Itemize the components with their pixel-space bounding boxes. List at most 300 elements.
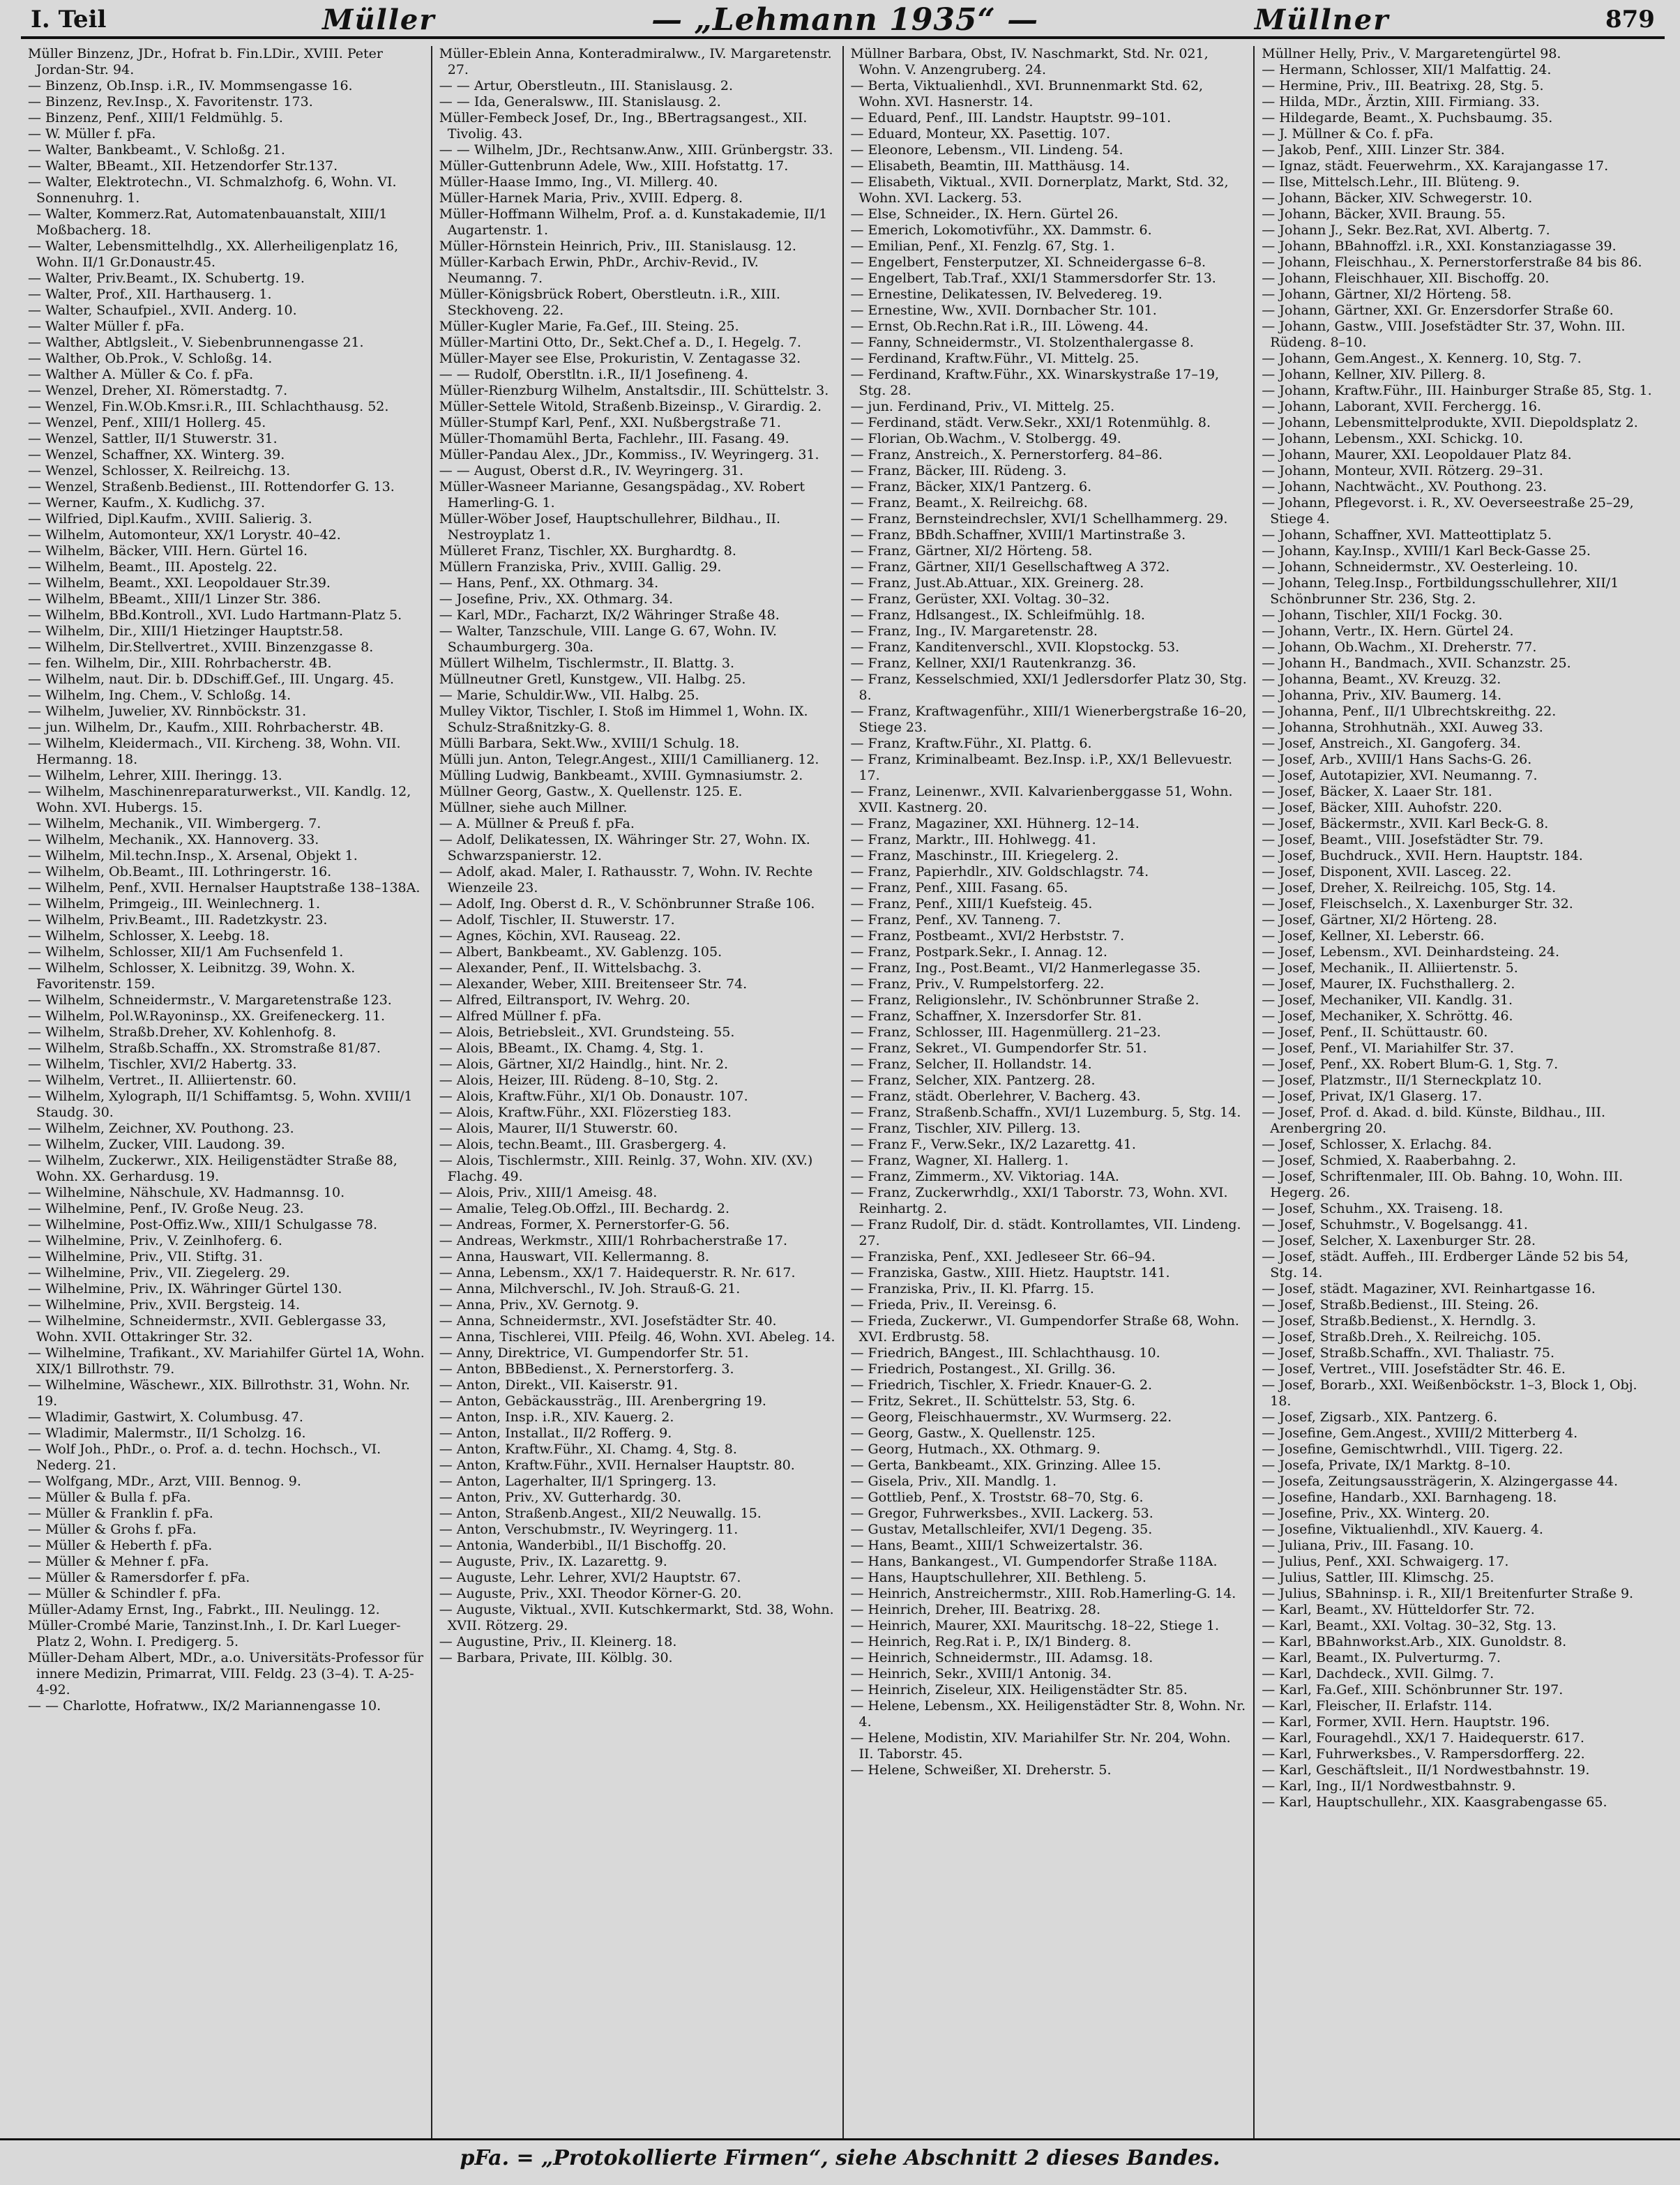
- directory-entry: — Walther, Abtlgsleit., V. Siebenbrunnengasse 21.: [28, 335, 364, 350]
- directory-entry: — Wilhelm, Zucker, VIII. Laudong. 39.: [28, 1137, 285, 1152]
- directory-entry: — Alois, Heizer, III. Rüdeng. 8–10, Stg. 2.: [439, 1073, 719, 1088]
- directory-entry: — Josefine, Priv., XX. Othmarg. 34.: [439, 591, 674, 607]
- directory-entry: — Wilhelm, Schlosser, X. Leibnitzg. 39, Wohn. X. Favoritenstr. 159.: [28, 960, 356, 992]
- directory-entry: — Franz, Kriminalbeamt. Bez.Insp. i.P., XX/1 Bellevuestr. 17.: [850, 752, 1232, 783]
- directory-entry: — Marie, Schuldir.Ww., VII. Halbg. 25.: [439, 688, 699, 703]
- directory-entry: — Heinrich, Anstreichermstr., XIII. Rob.Hamerling-G. 14.: [850, 1586, 1236, 1601]
- directory-entry: — Andreas, Former, X. Pernerstorfer-G. 56.: [439, 1217, 730, 1232]
- column-3: [844, 46, 1255, 2138]
- directory-entry: — Werner, Kaufm., X. Kudlichg. 37.: [28, 495, 266, 511]
- directory-entry: — Franz, Zuckerwrhdlg., XXI/1 Taborstr. 73, Wohn. XVI. Reinhartg. 2.: [850, 1185, 1228, 1216]
- directory-entry: — Franziska, Gastw., XIII. Hietz. Hauptstr. 141.: [850, 1265, 1170, 1280]
- directory-entry: — Anton, Insp. i.R., XIV. Kauerg. 2.: [439, 1409, 674, 1425]
- directory-entry: Müller-Adamy Ernst, Ing., Fabrkt., III. Neulingg. 12.: [28, 1602, 380, 1617]
- directory-entry: — Alfred, Eiltransport, IV. Wehrg. 20.: [439, 992, 690, 1008]
- directory-entry: — Gregor, Fuhrwerksbes., XVII. Lackerg. 53.: [850, 1506, 1153, 1521]
- directory-entry: — Franz, Ing., Post.Beamt., VI/2 Hanmerlegasse 35.: [850, 960, 1201, 976]
- directory-entry: — Wilhelm, Dir., XIII/1 Hietzinger Hauptstr.58.: [28, 623, 343, 639]
- directory-entry: — Josef, Selcher, X. Laxenburger Str. 28.: [1262, 1233, 1536, 1248]
- directory-entry: — Heinrich, Sekr., XVIII/1 Antonig. 34.: [850, 1666, 1112, 1681]
- directory-entry: — Josef, Gärtner, XI/2 Hörteng. 28.: [1262, 912, 1497, 928]
- directory-entry: — Franz, Maschinstr., III. Kriegelerg. 2.: [850, 848, 1119, 863]
- directory-entry: — Johanna, Priv., XIV. Baumerg. 14.: [1262, 688, 1502, 703]
- directory-entry: — Ernestine, Ww., XVII. Dornbacher Str. 101.: [850, 303, 1157, 318]
- directory-entry: — Gottlieb, Penf., X. Troststr. 68–70, Stg. 6.: [850, 1490, 1144, 1505]
- directory-entry: — Karl, Beamt., IX. Pulverturmg. 7.: [1262, 1650, 1501, 1665]
- directory-entry: — Frieda, Zuckerwr., VI. Gumpendorfer Straße 68, Wohn. XVI. Erdbrustg. 58.: [850, 1313, 1239, 1345]
- right-running-head: Müllner: [1254, 3, 1390, 36]
- directory-entry: — Josefine, Handarb., XXI. Barnhageng. 18.: [1262, 1490, 1557, 1505]
- directory-entry: — Franz, Postbeamt., XVI/2 Herbststr. 7.: [850, 928, 1125, 944]
- directory-entry: — Anton, Kraftw.Führ., XVII. Hernalser Hauptstr. 80.: [439, 1458, 795, 1473]
- directory-entry: — — Wilhelm, JDr., Rechtsanw.Anw., XIII. Grünbergstr. 33.: [439, 142, 833, 158]
- directory-entry: — Johann, Vertr., IX. Hern. Gürtel 24.: [1262, 623, 1514, 639]
- directory-entry: — Josef, Borarb., XXI. Weißenböckstr. 1–3, Block 1, Obj. 18.: [1262, 1377, 1637, 1409]
- directory-entry: — Ignaz, städt. Feuerwehrm., XX. Karajangasse 17.: [1262, 158, 1609, 174]
- directory-entry: — Johann, Nachtwächt., XV. Pouthong. 23.: [1262, 479, 1547, 494]
- directory-entry: — Alfred Müllner f. pFa.: [439, 1008, 602, 1024]
- directory-entry: — Wilhelmine, Priv., VII. Ziegelerg. 29.: [28, 1265, 290, 1280]
- directory-entry: — Johann, Gärtner, XXI. Gr. Enzersdorfer Straße 60.: [1262, 303, 1614, 318]
- directory-entry: — Wilhelm, BBd.Kontroll., XVI. Ludo Hartmann-Platz 5.: [28, 607, 402, 623]
- directory-entry: — Josef, Bäckermstr., XVII. Karl Beck-G. 8.: [1262, 816, 1549, 831]
- directory-entry: Müller-Fembeck Josef, Dr., Ing., BBertragsangest., XII. Tivolig. 43.: [439, 110, 808, 142]
- directory-entry: — Anny, Direktrice, VI. Gumpendorfer Str. 51.: [439, 1345, 749, 1361]
- directory-entry: — Wilhelm, Mechanik., VII. Wimbergerg. 7.: [28, 816, 321, 831]
- directory-entry: — Gisela, Priv., XII. Mandlg. 1.: [850, 1474, 1057, 1489]
- directory-entry: — Johann, Kraftw.Führ., III. Hainburger Straße 85, Stg. 1.: [1262, 383, 1652, 398]
- directory-columns: [21, 46, 1665, 2138]
- directory-entry: — Helene, Schweißer, XI. Dreherstr. 5.: [850, 1762, 1112, 1778]
- directory-entry: — Wilhelm, Xylograph, II/1 Schiffamtsg. 5, Wohn. XVIII/1 Staudg. 30.: [28, 1089, 413, 1120]
- directory-entry: — Josef, Schmied, X. Raaberbahng. 2.: [1262, 1153, 1517, 1168]
- directory-entry: — Anna, Lebensm., XX/1 7. Haidequerstr. R. Nr. 617.: [439, 1265, 796, 1280]
- directory-entry: — Georg, Hutmach., XX. Othmarg. 9.: [850, 1442, 1100, 1457]
- directory-entry: — Josef, Mechaniker, VII. Kandlg. 31.: [1262, 992, 1513, 1008]
- directory-entry: — Josefine, Priv., XX. Winterg. 20.: [1262, 1506, 1490, 1521]
- directory-entry: — Jakob, Penf., XIII. Linzer Str. 384.: [1262, 142, 1505, 158]
- directory-entry: — Wilhelmine, Priv., V. Zeinlhoferg. 6.: [28, 1233, 282, 1248]
- directory-entry: — Anna, Milchverschl., IV. Joh. Strauß-G. 21.: [439, 1281, 741, 1296]
- directory-entry: Müller-Rienzburg Wilhelm, Anstaltsdir., III. Schüttelstr. 3.: [439, 383, 829, 398]
- directory-entry: Müllert Wilhelm, Tischlermstr., II. Blattg. 3.: [439, 656, 734, 671]
- directory-entry: — Gerta, Bankbeamt., XIX. Grinzing. Allee 15.: [850, 1458, 1162, 1473]
- directory-entry: — Auguste, Viktual., XVII. Kutschkermarkt, Std. 38, Wohn. XVII. Rötzerg. 29.: [439, 1602, 834, 1633]
- directory-entry: — Anton, Verschubmstr., IV. Weyringerg. 11.: [439, 1522, 739, 1537]
- directory-entry: — Wilhelm, Mechanik., XX. Hannoverg. 33.: [28, 832, 319, 847]
- directory-entry: — Franz, Tischler, XIV. Pillerg. 13.: [850, 1121, 1081, 1136]
- directory-entry: — Florian, Ob.Wachm., V. Stolbergg. 49.: [850, 431, 1121, 446]
- directory-entry: — — Charlotte, Hofratww., IX/2 Mariannengasse 10.: [28, 1698, 381, 1714]
- directory-entry: — Johann, Kellner, XIV. Pillerg. 8.: [1262, 367, 1486, 382]
- directory-entry: Müller-Eblein Anna, Konteradmiralww., IV. Margaretenstr. 27.: [439, 46, 832, 77]
- directory-entry: Müllner Georg, Gastw., X. Quellenstr. 125. E.: [439, 784, 743, 799]
- directory-entry: — Hans, Beamt., XIII/1 Schweizertalstr. 36.: [850, 1538, 1143, 1553]
- directory-entry: — Franz, Kesselschmied, XXI/1 Jedlersdorfer Platz 30, Stg. 8.: [850, 672, 1247, 703]
- directory-entry: Müller-Guttenbrunn Adele, Ww., XIII. Hofstattg. 17.: [439, 158, 789, 174]
- directory-entry: — Alois, Maurer, II/1 Stuwerstr. 60.: [439, 1121, 679, 1136]
- column-2: [432, 46, 844, 2138]
- directory-entry: — Müller & Schindler f. pFa.: [28, 1586, 221, 1601]
- directory-entry: — Heinrich, Maurer, XXI. Mauritschg. 18–22, Stiege 1.: [850, 1618, 1220, 1633]
- directory-entry: — Josef, Schriftenmaler, III. Ob. Bahng. 10, Wohn. III. Hegerg. 26.: [1262, 1169, 1624, 1200]
- directory-entry: Müller-Wöber Josef, Hauptschullehrer, Bildhau., II. Nestroyplatz 1.: [439, 511, 781, 543]
- directory-entry: — Müller & Mehner f. pFa.: [28, 1554, 209, 1569]
- directory-entry: — Josefine, Gemischtwrhdl., VIII. Tigerg. 22.: [1262, 1442, 1564, 1457]
- directory-entry: — Friedrich, BAngest., III. Schlachthausg. 10.: [850, 1345, 1160, 1361]
- directory-entry: — Franz, Priv., V. Rumpelstorferg. 22.: [850, 976, 1105, 992]
- directory-entry: — Alois, Gärtner, XI/2 Haindlg., hint. Nr. 2.: [439, 1057, 729, 1072]
- directory-entry: — Hans, Hauptschullehrer, XII. Bethleng. 5.: [850, 1570, 1147, 1585]
- directory-entry: — Johann H., Bandmach., XVII. Schanzstr. 25.: [1262, 656, 1571, 671]
- directory-entry: — Johann, Lebensm., XXI. Schickg. 10.: [1262, 431, 1524, 446]
- directory-entry: — Josefa, Private, IX/1 Marktg. 8–10.: [1262, 1458, 1511, 1473]
- directory-entry: — Walter, Prof., XII. Harthauserg. 1.: [28, 287, 272, 302]
- directory-entry: — Franz, Penf., XIII/1 Kuefsteig. 45.: [850, 896, 1093, 912]
- directory-entry: — Fanny, Schneidermstr., VI. Stolzenthalergasse 8.: [850, 335, 1194, 350]
- directory-entry: — Wilhelmine, Penf., IV. Große Neug. 23.: [28, 1201, 304, 1216]
- directory-entry: — Johanna, Penf., II/1 Ulbrechtskreithg. 22.: [1262, 704, 1557, 719]
- directory-entry: — Karl, Dachdeck., XVII. Gilmg. 7.: [1262, 1666, 1494, 1681]
- directory-entry: — Gustav, Metallschleifer, XVI/1 Degeng. 35.: [850, 1522, 1153, 1537]
- directory-entry: — Josef, Schuhmstr., V. Bogelsangg. 41.: [1262, 1217, 1528, 1232]
- directory-entry: — Anna, Priv., XV. Gernotg. 9.: [439, 1297, 640, 1313]
- directory-entry: — W. Müller f. pFa.: [28, 126, 156, 142]
- directory-entry: — Johann, Bäcker, XIV. Schwegerstr. 10.: [1262, 190, 1533, 206]
- directory-entry: — Karl, Beamt., XXI. Voltag. 30–32, Stg. 13.: [1262, 1618, 1557, 1633]
- directory-entry: — Wilhelm, Vertret., II. Alliiertenstr. 60.: [28, 1073, 297, 1088]
- directory-entry: — Franz, Gerüster, XXI. Voltag. 30–32.: [850, 591, 1110, 607]
- directory-entry: — Alois, Kraftw.Führ., XXI. Flözerstieg 183.: [439, 1105, 732, 1120]
- directory-entry: — Wladimir, Gastwirt, X. Columbusg. 47.: [28, 1409, 303, 1425]
- directory-entry: — Johann, Schneidermstr., XV. Oesterleing. 10.: [1262, 559, 1578, 575]
- directory-entry: — Wilhelm, Dir.Stellvertret., XVIII. Binzenzgasse 8.: [28, 640, 374, 655]
- directory-entry: — Franz, Anstreich., X. Pernerstorferg. 84–86.: [850, 447, 1163, 462]
- directory-entry: — Josefine, Gem.Angest., XVIII/2 Mitterberg 4.: [1262, 1426, 1578, 1441]
- directory-entry: — Franz, Bernsteindrechsler, XVI/1 Schellhammerg. 29.: [850, 511, 1228, 527]
- directory-entry: — Johann, Pflegevorst. i. R., XV. Oeverseestraße 25–29, Stiege 4.: [1262, 495, 1634, 527]
- directory-entry: — Wolf Joh., PhDr., o. Prof. a. d. techn. Hochsch., VI. Nederg. 21.: [28, 1442, 381, 1473]
- directory-entry: — Franz, Marktr., III. Hohlwegg. 41.: [850, 832, 1096, 847]
- directory-entry: — Eduard, Penf., III. Landstr. Hauptstr. 99–101.: [850, 110, 1172, 126]
- directory-entry: — Wolfgang, MDr., Arzt, VIII. Bennog. 9.: [28, 1474, 301, 1489]
- directory-entry: — Wilhelm, Beamt., XXI. Leopoldauer Str.39.: [28, 575, 331, 591]
- publication-title: — „Lehmann 1935“ —: [651, 1, 1039, 38]
- directory-entry: — Franz, Hdlsangest., IX. Schleifmühlg. 18.: [850, 607, 1145, 623]
- directory-entry: Müller-Crombé Marie, Tanzinst.Inh., I. Dr. Karl Lueger-Platz 2, Wohn. I. Predigerg. 5.: [28, 1618, 401, 1649]
- directory-entry: — Friedrich, Tischler, X. Friedr. Knauer-G. 2.: [850, 1377, 1153, 1393]
- directory-entry: — J. Müllner & Co. f. pFa.: [1262, 126, 1434, 142]
- directory-entry: — Josef, Lebensm., XVI. Deinhardsteing. 24.: [1262, 944, 1559, 960]
- directory-entry: — Franz, Bäcker, III. Rüdeng. 3.: [850, 463, 1067, 478]
- page-footer: [0, 2138, 1680, 2177]
- directory-entry: — Karl, Geschäftsleit., II/1 Nordwestbahnstr. 19.: [1262, 1762, 1590, 1778]
- left-running-head: Müller: [322, 3, 436, 36]
- directory-entry: — Wilhelm, Ob.Beamt., III. Lothringerstr. 16.: [28, 864, 332, 879]
- directory-entry: — Johann, Kay.Insp., XVIII/1 Karl Beck-Gasse 25.: [1262, 543, 1591, 559]
- directory-entry: — Ferdinand, Kraftw.Führ., VI. Mittelg. 25.: [850, 351, 1140, 366]
- directory-entry: — Wilhelm, Penf., XVII. Hernalser Hauptstraße 138–138A.: [28, 880, 421, 895]
- directory-entry: Müller-Haase Immo, Ing., VI. Millerg. 40.: [439, 174, 718, 190]
- directory-entry: — Elisabeth, Beamtin, III. Matthäusg. 14.: [850, 158, 1130, 174]
- directory-entry: — Walter, Kommerz.Rat, Automatenbauanstalt, XIII/1 Moßbacherg. 18.: [28, 206, 388, 238]
- directory-entry: — Wilhelm, Automonteur, XX/1 Lorystr. 40–42.: [28, 527, 341, 543]
- directory-entry: — Franz, Schlosser, III. Hagenmüllerg. 21–23.: [850, 1025, 1161, 1040]
- directory-entry: — Karl, Hauptschullehr., XIX. Kaasgrabengasse 65.: [1262, 1794, 1607, 1810]
- directory-entry: — Emerich, Lokomotivführ., XX. Dammstr. 6.: [850, 222, 1152, 238]
- directory-entry: — Karl, Fleischer, II. Erlafstr. 114.: [1262, 1698, 1492, 1714]
- directory-entry: — Antonia, Wanderbibl., II/1 Bischoffg. 20.: [439, 1538, 727, 1553]
- directory-entry: — Auguste, Priv., IX. Lazarettg. 9.: [439, 1554, 667, 1569]
- directory-entry: — Johann, Ob.Wachm., XI. Dreherstr. 77.: [1262, 640, 1537, 655]
- directory-entry: — Heinrich, Schneidermstr., III. Adamsg. 18.: [850, 1650, 1153, 1665]
- directory-entry: — Friedrich, Postangest., XI. Grillg. 36.: [850, 1361, 1116, 1377]
- directory-entry: — Hilda, MDr., Ärztin, XIII. Firmiang. 33.: [1262, 94, 1540, 109]
- directory-entry: Müllneutner Gretl, Kunstgew., VII. Halbg. 25.: [439, 672, 746, 687]
- directory-entry: — Wenzel, Penf., XIII/1 Hollerg. 45.: [28, 415, 266, 430]
- directory-entry: — Anton, BBBedienst., X. Pernerstorferg. 3.: [439, 1361, 734, 1377]
- directory-entry: — Helene, Modistin, XIV. Mariahilfer Str. Nr. 204, Wohn. II. Taborstr. 45.: [850, 1730, 1231, 1762]
- directory-entry: — Wilhelmine, Wäschewr., XIX. Billrothstr. 31, Wohn. Nr. 19.: [28, 1377, 410, 1409]
- directory-entry: — Walter, Tanzschule, VIII. Lange G. 67, Wohn. IV. Schaumburgerg. 30a.: [439, 623, 778, 655]
- directory-entry: — Franz, Papierhdlr., XIV. Goldschlagstr. 74.: [850, 864, 1149, 879]
- page-header: [21, 1, 1665, 39]
- directory-entry: — Josef, Fleischselch., X. Laxenburger Str. 32.: [1262, 896, 1573, 912]
- directory-entry: — Franz, Sekret., VI. Gumpendorfer Str. 51.: [850, 1041, 1147, 1056]
- directory-entry: — Wilhelm, Ing. Chem., V. Schloßg. 14.: [28, 688, 292, 703]
- directory-entry: — Walter, Lebensmittelhdlg., XX. Allerheiligenplatz 16, Wohn. II/1 Gr.Donaustr.45.: [28, 239, 399, 270]
- directory-entry: — Johann J., Sekr. Bez.Rat, XVI. Albertg. 7.: [1262, 222, 1550, 238]
- directory-entry: Müllner, siehe auch Millner.: [439, 800, 628, 815]
- directory-entry: — Wilhelmine, Priv., XVII. Bergsteig. 14.: [28, 1297, 301, 1313]
- directory-entry: — Müller & Heberth f. pFa.: [28, 1538, 213, 1553]
- directory-entry: — Müller & Bulla f. pFa.: [28, 1490, 191, 1505]
- directory-entry: — Franz Rudolf, Dir. d. städt. Kontrollamtes, VII. Lindeng. 27.: [850, 1217, 1241, 1248]
- directory-entry: — Adolf, Tischler, II. Stuwerstr. 17.: [439, 912, 675, 928]
- directory-entry: — Franz, Penf., XV. Tanneng. 7.: [850, 912, 1061, 928]
- directory-entry: — Johann, Fleischhau., X. Pernerstorferstraße 84 bis 86.: [1262, 255, 1642, 270]
- directory-entry: — Wilhelmine, Schneidermstr., XVII. Geblergasse 33, Wohn. XVII. Ottakringer Str. 32.: [28, 1313, 386, 1345]
- directory-entry: — Franz, Gärtner, XI/2 Hörteng. 58.: [850, 543, 1093, 559]
- directory-entry: — Alois, Betriebsleit., XVI. Grundsteing. 55.: [439, 1025, 735, 1040]
- directory-entry: — Wilhelm, Pol.W.Rayoninsp., XX. Greifeneckerg. 11.: [28, 1008, 386, 1024]
- directory-entry: — Franziska, Priv., II. Kl. Pfarrg. 15.: [850, 1281, 1094, 1296]
- directory-entry: — Anton, Kraftw.Führ., XI. Chamg. 4, Stg. 8.: [439, 1442, 737, 1457]
- directory-entry: — Franz, Magaziner, XXI. Hühnerg. 12–14.: [850, 816, 1140, 831]
- directory-entry: — Josef, Penf., VI. Mariahilfer Str. 37.: [1262, 1041, 1514, 1056]
- directory-entry: — Elisabeth, Viktual., XVII. Dornerplatz, Markt, Std. 32, Wohn. XVI. Lackerg. 53.: [850, 174, 1229, 206]
- directory-entry: — Wilhelm, Juwelier, XV. Rinnböckstr. 31.: [28, 704, 307, 719]
- directory-entry: — Wilhelm, Kleidermach., VII. Kircheng. 38, Wohn. VII. Hermanng. 18.: [28, 736, 401, 767]
- directory-entry: — Johann, Fleischhauer, XII. Bischoffg. 20.: [1262, 271, 1550, 286]
- directory-entry: — — Artur, Oberstleutn., III. Stanislausg. 2.: [439, 78, 733, 93]
- directory-entry: — Josef, Straßb.Bedienst., III. Steing. 26.: [1262, 1297, 1539, 1313]
- directory-entry: — Karl, Former, XVII. Hern. Hauptstr. 196.: [1262, 1714, 1550, 1730]
- directory-entry: Müller-Harnek Maria, Priv., XVIII. Edperg. 8.: [439, 190, 743, 206]
- directory-entry: — Josef, Mechaniker, X. Schröttg. 46.: [1262, 1008, 1513, 1024]
- directory-entry: — Franz, städt. Oberlehrer, V. Bacherg. 43.: [850, 1089, 1141, 1104]
- directory-entry: — Josef, Mechanik., II. Alliiertenstr. 5.: [1262, 960, 1518, 976]
- directory-entry: — Adolf, Delikatessen, IX. Währinger Str. 27, Wohn. IX. Schwarzspanierstr. 12.: [439, 832, 810, 863]
- directory-entry: — Johann, Teleg.Insp., Fortbildungsschullehrer, XII/1 Schönbrunner Str. 236, Stg. 2.: [1262, 575, 1619, 607]
- directory-entry: — Franz F., Verw.Sekr., IX/2 Lazarettg. 41.: [850, 1137, 1136, 1152]
- directory-entry: — jun. Wilhelm, Dr., Kaufm., XIII. Rohrbacherstr. 4B.: [28, 720, 384, 735]
- directory-entry: — Josef, Penf., II. Schüttaustr. 60.: [1262, 1025, 1488, 1040]
- directory-entry: — Wilfried, Dipl.Kaufm., XVIII. Salierig. 3.: [28, 511, 312, 527]
- directory-entry: — Franz, Gärtner, XII/1 Gesellschaftweg A 372.: [850, 559, 1170, 575]
- directory-entry: — Karl, MDr., Facharzt, IX/2 Währinger Straße 48.: [439, 607, 780, 623]
- directory-entry: — Agnes, Köchin, XVI. Rauseag. 22.: [439, 928, 681, 944]
- directory-entry: — Josef, Penf., XX. Robert Blum-G. 1, Stg. 7.: [1262, 1057, 1559, 1072]
- directory-entry: — Josef, Buchdruck., XVII. Hern. Hauptstr. 184.: [1262, 848, 1583, 863]
- directory-entry: — Josefa, Zeitungsaussträgerin, X. Alzingergasse 44.: [1262, 1474, 1619, 1489]
- directory-entry: — Anton, Straßenb.Angest., XII/2 Neuwallg. 15.: [439, 1506, 762, 1521]
- directory-entry: — Johann, Bäcker, XVII. Braung. 55.: [1262, 206, 1506, 222]
- directory-entry: — Wilhelm, Schlosser, X. Leebg. 18.: [28, 928, 270, 944]
- directory-entry: Müller-Kugler Marie, Fa.Gef., III. Steing. 25.: [439, 319, 739, 334]
- directory-entry: — Ernestine, Delikatessen, IV. Belvedereg. 19.: [850, 287, 1163, 302]
- directory-entry: — Franz, Kraftw.Führ., XI. Plattg. 6.: [850, 736, 1092, 751]
- directory-entry: — Karl, Fouragehdl., XX/1 7. Haidequerstr. 617.: [1262, 1730, 1584, 1746]
- directory-entry: — Berta, Viktualienhdl., XVI. Brunnenmarkt Std. 62, Wohn. XVI. Hasnerstr. 14.: [850, 78, 1204, 109]
- directory-entry: — Barbara, Private, III. Kölblg. 30.: [439, 1650, 673, 1665]
- directory-entry: — Franz, Bäcker, XIX/1 Pantzerg. 6.: [850, 479, 1092, 494]
- directory-entry: — Josef, städt. Auffeh., III. Erdberger Lände 52 bis 54, Stg. 14.: [1262, 1249, 1629, 1280]
- directory-entry: — Augustine, Priv., II. Kleinerg. 18.: [439, 1634, 677, 1649]
- directory-entry: — Wilhelm, Primgeig., III. Weinlechnerg. 1.: [28, 896, 321, 912]
- directory-entry: — Juliana, Priv., III. Fasang. 10.: [1262, 1538, 1474, 1553]
- directory-entry: — Walther A. Müller & Co. f. pFa.: [28, 367, 254, 382]
- directory-entry: — Ferdinand, Kraftw.Führ., XX. Winarskystraße 17–19, Stg. 28.: [850, 367, 1220, 398]
- directory-entry: — fen. Wilhelm, Dir., XIII. Rohrbacherstr. 4B.: [28, 656, 332, 671]
- directory-entry: — Wilhelm, BBeamt., XIII/1 Linzer Str. 386.: [28, 591, 321, 607]
- directory-entry: — Anton, Gebäckaussträg., III. Arenbergring 19.: [439, 1393, 766, 1409]
- directory-entry: — Müller & Ramersdorfer f. pFa.: [28, 1570, 250, 1585]
- directory-entry: — Engelbert, Fensterputzer, XI. Schneidergasse 6–8.: [850, 255, 1206, 270]
- directory-entry: — Wilhelm, naut. Dir. b. DDschiff.Gef., III. Ungarg. 45.: [28, 672, 394, 687]
- directory-entry: — Johann, Gärtner, XI/2 Hörteng. 58.: [1262, 287, 1512, 302]
- directory-entry: — Heinrich, Dreher, III. Beatrixg. 28.: [850, 1602, 1100, 1617]
- directory-entry: — Josef, Vertret., VIII. Josefstädter Str. 46. E.: [1262, 1361, 1566, 1377]
- directory-entry: Müller Binzenz, JDr., Hofrat b. Fin.LDir., XVIII. Peter Jordan-Str. 94.: [28, 46, 383, 77]
- directory-entry: — Franz, Kanditenverschl., XVII. Klopstockg. 53.: [850, 640, 1180, 655]
- directory-entry: — Josef, Bäcker, X. Laaer Str. 181.: [1262, 784, 1492, 799]
- directory-entry: — Wilhelm, Mil.techn.Insp., X. Arsenal, Objekt 1.: [28, 848, 358, 863]
- directory-entry: Mülleret Franz, Tischler, XX. Burghardtg. 8.: [439, 543, 736, 559]
- directory-entry: — Josef, Anstreich., XI. Gangoferg. 34.: [1262, 736, 1521, 751]
- directory-entry: — Josef, Arb., XVIII/1 Hans Sachs-G. 26.: [1262, 752, 1532, 767]
- directory-entry: — Auguste, Lehr. Lehrer, XVI/2 Hauptstr. 67.: [439, 1570, 741, 1585]
- directory-entry: — Josef, Privat, IX/1 Glaserg. 17.: [1262, 1089, 1483, 1104]
- directory-entry: Müller-Martini Otto, Dr., Sekt.Chef a. D., I. Hegelg. 7.: [439, 335, 801, 350]
- directory-entry: Müller-Mayer see Else, Prokuristin, V. Zentagasse 32.: [439, 351, 801, 366]
- directory-entry: — Frieda, Priv., II. Vereinsg. 6.: [850, 1297, 1057, 1313]
- directory-entry: — Emilian, Penf., XI. Fenzlg. 67, Stg. 1.: [850, 239, 1115, 254]
- directory-entry: — Adolf, Ing. Oberst d. R., V. Schönbrunner Straße 106.: [439, 896, 815, 912]
- directory-entry: — Wilhelm, Beamt., III. Apostelg. 22.: [28, 559, 278, 575]
- directory-entry: Müllern Franziska, Priv., XVIII. Gallig. 29.: [439, 559, 722, 575]
- directory-entry: — Alexander, Penf., II. Wittelsbachg. 3.: [439, 960, 702, 976]
- directory-entry: — Wenzel, Schlosser, X. Reilreichg. 13.: [28, 463, 291, 478]
- directory-entry: — Anton, Priv., XV. Gutterhardg. 30.: [439, 1490, 681, 1505]
- directory-entry: — Wilhelm, Schneidermstr., V. Margaretenstraße 123.: [28, 992, 392, 1008]
- directory-entry: — Josef, Maurer, IX. Fuchsthallerg. 2.: [1262, 976, 1515, 992]
- directory-entry: — Albert, Bankbeamt., XV. Gablenzg. 105.: [439, 944, 722, 960]
- column-1: [21, 46, 432, 2138]
- directory-entry: — Wilhelm, Schlosser, XII/1 Am Fuchsenfeld 1.: [28, 944, 344, 960]
- directory-entry: — Franz, Wagner, XI. Hallerg. 1.: [850, 1153, 1069, 1168]
- directory-entry: — Wilhelm, Zeichner, XV. Pouthong. 23.: [28, 1121, 294, 1136]
- directory-entry: — Josef, Straßb.Schaffn., XVI. Thaliastr. 75.: [1262, 1345, 1555, 1361]
- directory-entry: — Amalie, Teleg.Ob.Offzl., III. Bechardg. 2.: [439, 1201, 729, 1216]
- directory-entry: — Anton, Lagerhalter, II/1 Springerg. 13.: [439, 1474, 717, 1489]
- directory-entry: — Josef, Straßb.Dreh., X. Reilreichg. 105.: [1262, 1329, 1541, 1345]
- directory-entry: — Georg, Gastw., X. Quellenstr. 125.: [850, 1426, 1096, 1441]
- directory-entry: — Alexander, Weber, XIII. Breitenseer Str. 74.: [439, 976, 748, 992]
- directory-entry: — Franziska, Penf., XXI. Jedleseer Str. 66–94.: [850, 1249, 1156, 1264]
- directory-entry: — Johann, Lebensmittelprodukte, XVII. Diepoldsplatz 2.: [1262, 415, 1638, 430]
- directory-entry: Müller-Karbach Erwin, PhDr., Archiv-Revid., IV. Neumanng. 7.: [439, 255, 759, 286]
- directory-entry: — Josef, Kellner, XI. Leberstr. 66.: [1262, 928, 1485, 944]
- directory-entry: — Walter Müller f. pFa.: [28, 319, 185, 334]
- directory-entry: — Alois, techn.Beamt., III. Grasbergerg. 4.: [439, 1137, 727, 1152]
- directory-entry: — Johann, BBahnoffzl. i.R., XXI. Konstanziagasse 39.: [1262, 239, 1617, 254]
- directory-entry: — Fritz, Sekret., II. Schüttelstr. 53, Stg. 6.: [850, 1393, 1136, 1409]
- directory-entry: — Julius, Penf., XXI. Schwaigerg. 17.: [1262, 1554, 1509, 1569]
- directory-entry: — Alois, Priv., XIII/1 Ameisg. 48.: [439, 1185, 658, 1200]
- directory-entry: — Anna, Hauswart, VII. Kellermanng. 8.: [439, 1249, 710, 1264]
- directory-entry: — Wilhelm, Priv.Beamt., III. Radetzkystr. 23.: [28, 912, 328, 928]
- directory-entry: — Helene, Lebensm., XX. Heiligenstädter Str. 8, Wohn. Nr. 4.: [850, 1698, 1246, 1730]
- directory-entry: — Wenzel, Straßenb.Bedienst., III. Rottendorfer G. 13.: [28, 479, 395, 494]
- directory-entry: — Hermann, Schlosser, XII/1 Malfattig. 24.: [1262, 62, 1552, 77]
- directory-entry: — Wilhelmine, Trafikant., XV. Mariahilfer Gürtel 1A, Wohn. XIX/1 Billrothstr. 79.: [28, 1345, 425, 1377]
- directory-entry: Mülling Ludwig, Bankbeamt., XVIII. Gymnasiumstr. 2.: [439, 768, 803, 783]
- directory-entry: — Wenzel, Fin.W.Ob.Kmsr.i.R., III. Schlachthausg. 52.: [28, 399, 389, 414]
- directory-entry: — Hans, Bankangest., VI. Gumpendorfer Straße 118A.: [850, 1554, 1218, 1569]
- directory-entry: — Johann, Maurer, XXI. Leopoldauer Platz 84.: [1262, 447, 1572, 462]
- directory-entry: — Else, Schneider., IX. Hern. Gürtel 26.: [850, 206, 1119, 222]
- directory-entry: — — Rudolf, Oberstltn. i.R., II/1 Josefineng. 4.: [439, 367, 748, 382]
- directory-entry: — Wilhelmine, Post-Offiz.Ww., XIII/1 Schulgasse 78.: [28, 1217, 377, 1232]
- directory-entry: — Eduard, Monteur, XX. Pasettig. 107.: [850, 126, 1111, 142]
- directory-entry: Müller-Königsbrück Robert, Oberstleutn. i.R., XIII. Steckhoveng. 22.: [439, 287, 780, 318]
- footer-note: pFa. = „Protokollierte Firmen“, siehe Abschnitt 2 dieses Bandes.: [460, 2146, 1220, 2170]
- directory-entry: — Josef, Straßb.Bedienst., X. Herndlg. 3.: [1262, 1313, 1536, 1329]
- directory-entry: — Josef, Bäcker, XIII. Auhofstr. 220.: [1262, 800, 1503, 815]
- directory-entry: — Anna, Tischlerei, VIII. Pfeilg. 46, Wohn. XVI. Abeleg. 14.: [439, 1329, 835, 1345]
- directory-entry: — Engelbert, Tab.Traf., XXI/1 Stammersdorfer Str. 13.: [850, 271, 1216, 286]
- part-label: I. Teil: [31, 6, 107, 33]
- directory-entry: — Walter, Schaufpiel., XVII. Anderg. 10.: [28, 303, 297, 318]
- directory-entry: — Walter, Priv.Beamt., IX. Schubertg. 19.: [28, 271, 305, 286]
- directory-entry: — Josef, Platzmstr., II/1 Sterneckplatz 10.: [1262, 1073, 1542, 1088]
- directory-entry: — Wilhelm, Maschinenreparaturwerkst., VII. Kandlg. 12, Wohn. XVI. Hubergs. 15.: [28, 784, 411, 815]
- directory-entry: — Franz, Just.Ab.Attuar., XIX. Greinerg. 28.: [850, 575, 1144, 591]
- directory-entry: — Josef, Autotapizier, XVI. Neumanng. 7.: [1262, 768, 1538, 783]
- directory-entry: — Johann, Gastw., VIII. Josefstädter Str. 37, Wohn. III. Rüdeng. 8–10.: [1262, 319, 1626, 350]
- directory-entry: — Ernst, Ob.Rechn.Rat i.R., III. Löweng. 44.: [850, 319, 1149, 334]
- directory-entry: Müller-Hörnstein Heinrich, Priv., III. Stanislausg. 12.: [439, 239, 796, 254]
- page-number: 879: [1605, 6, 1655, 33]
- directory-entry: — Anna, Schneidermstr., XVI. Josefstädter Str. 40.: [439, 1313, 777, 1329]
- directory-entry: Müllner Barbara, Obst, IV. Naschmarkt, Std. Nr. 021, Wohn. V. Anzengruberg. 24.: [850, 46, 1209, 77]
- column-4: [1255, 46, 1665, 2138]
- directory-entry: Müller-Thomamühl Berta, Fachlehr., III. Fasang. 49.: [439, 431, 789, 446]
- directory-entry: — Johann, Schaffner, XVI. Matteottiplatz 5.: [1262, 527, 1552, 543]
- directory-entry: — Franz, BBdh.Schaffner, XVIII/1 Martinstraße 3.: [850, 527, 1186, 543]
- directory-entry: — Karl, Fa.Gef., XIII. Schönbrunner Str. 197.: [1262, 1682, 1564, 1698]
